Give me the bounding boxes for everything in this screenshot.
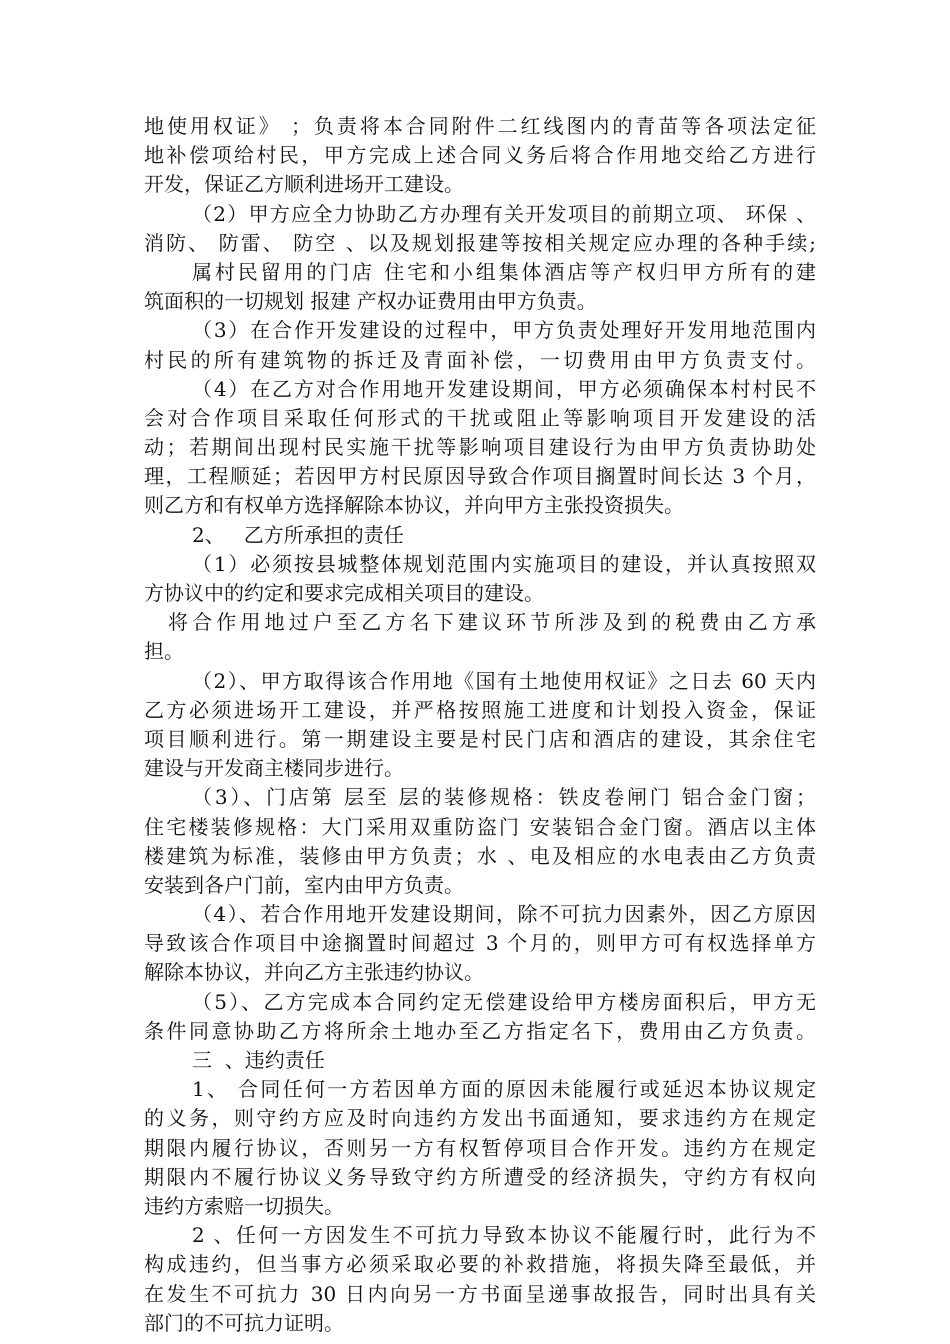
- paragraph-line: 部门的不可抗力证明。: [144, 1310, 344, 1335]
- paragraph-line: 方协议中的约定和要求完成相关项目的建设。: [144, 581, 544, 605]
- paragraph-line: （5）、乙方完成本合同约定无偿建设给甲方楼房面积后，甲方无: [192, 989, 816, 1014]
- paragraph-line: 三 、违约责任: [192, 1048, 325, 1072]
- paragraph-line: 1、 合同任何一方若因单方面的原因未能履行或延迟本协议规定: [192, 1077, 816, 1102]
- paragraph-line: （3）在合作开发建设的过程中，甲方负责处理好开发用地范围内: [192, 318, 816, 343]
- paragraph-line: 期限内履行协议，否则另一方有权暂停项目合作开发。违约方在规定: [144, 1135, 816, 1160]
- paragraph-line: 将合作用地过户至乙方名下建议环节所涉及到的税费由乙方承: [168, 610, 816, 635]
- paragraph-line: 开发，保证乙方顺利进场开工建设。: [144, 172, 464, 197]
- paragraph-line: 则乙方和有权单方选择解除本协议，并向甲方主张投资损失。: [144, 493, 684, 518]
- paragraph-line: （2）甲方应全力协助乙方办理有关开发项目的前期立项、 环保 、: [192, 201, 816, 226]
- paragraph-line: 动；若期间出现村民实施干扰等影响项目建设行为由甲方负责协助处: [144, 435, 816, 460]
- document-page: [144, 112, 816, 1338]
- paragraph-line: 构成违约，但当事方必须采取必要的补救措施，将损失降至最低，并: [144, 1252, 816, 1277]
- paragraph-line: （4）在乙方对合作用地开发建设期间，甲方必须确保本村村民不: [192, 376, 816, 401]
- paragraph-line: 住宅楼装修规格：大门采用双重防盗门 安装铝合金门窗。酒店以主体: [144, 814, 816, 839]
- paragraph-line: 地使用权证》 ；负责将本合同附件二红线图内的青苗等各项法定征: [144, 114, 816, 138]
- paragraph-line: 理，工程顺延；若因甲方村民原因导致合作项目搁置时间长达 3 个月，: [144, 464, 816, 489]
- paragraph-line: 安装到各户门前，室内由甲方负责。: [144, 872, 464, 897]
- paragraph-line: 担。: [144, 639, 184, 664]
- paragraph-line: 楼建筑为标准，装修由甲方负责；水 、电及相应的水电表由乙方负责: [144, 843, 816, 868]
- paragraph-line: 乙方必须进场开工建设，并严格按照施工进度和计划投入资金，保证: [144, 697, 816, 722]
- paragraph-line: （1）必须按县城整体规划范围内实施项目的建设，并认真按照双: [192, 551, 816, 576]
- paragraph-line: 2 、任何一方因发生不可抗力导致本协议不能履行时，此行为不: [192, 1223, 816, 1248]
- paragraph-line: 条件同意协助乙方将所余土地办至乙方指定名下，费用由乙方负责。: [144, 1018, 816, 1043]
- paragraph-line: 的义务，则守约方应及时向违约方发出书面通知，要求违约方在规定: [144, 1106, 816, 1131]
- paragraph-line: （4）、若合作用地开发建设期间，除不可抗力因素外，因乙方原因: [192, 902, 816, 927]
- paragraph-line: 会对合作项目采取任何形式的干扰或阻止等影响项目开发建设的活: [144, 405, 816, 430]
- paragraph-line: 在发生不可抗力 30 日内向另一方书面呈递事故报告，同时出具有关: [144, 1281, 816, 1306]
- paragraph-line: 解除本协议，并向乙方主张违约协议。: [144, 960, 484, 985]
- paragraph-line: 地补偿项给村民，甲方完成上述合同义务后将合作用地交给乙方进行: [144, 143, 816, 168]
- paragraph-line: 消防、 防雷、 防空 、以及规划报建等按相关规定应办理的各种手续;: [144, 230, 816, 255]
- paragraph-line: （2）、甲方取得该合作用地《国有土地使用权证》之日去 60 天内: [192, 668, 816, 693]
- paragraph-line: 村民的所有建筑物的拆迁及青面补偿，一切费用由甲方负责支付。: [144, 347, 816, 372]
- paragraph-line: 导致该合作项目中途搁置时间超过 3 个月的，则甲方可有权选择单方: [144, 931, 816, 956]
- paragraph-line: 筑面积的一切规划 报建 产权办证费用由甲方负责。: [144, 289, 597, 314]
- paragraph-line: 违约方索赔一切损失。: [144, 1193, 344, 1218]
- paragraph-line: 项目顺利进行。第一期建设主要是村民门店和酒店的建设，其余住宅: [144, 726, 816, 751]
- paragraph-line: 期限内不履行协议义务导致守约方所遭受的经济损失，守约方有权向: [144, 1164, 816, 1189]
- paragraph-line: （3）、门店第 层至 层的装修规格：铁皮卷闸门 铝合金门窗；: [192, 785, 816, 810]
- paragraph-line: 属村民留用的门店 住宅和小组集体酒店等产权归甲方所有的建: [192, 259, 816, 284]
- paragraph-line: 建设与开发商主楼同步进行。: [144, 756, 404, 781]
- paragraph-line: 2、 乙方所承担的责任: [192, 522, 404, 547]
